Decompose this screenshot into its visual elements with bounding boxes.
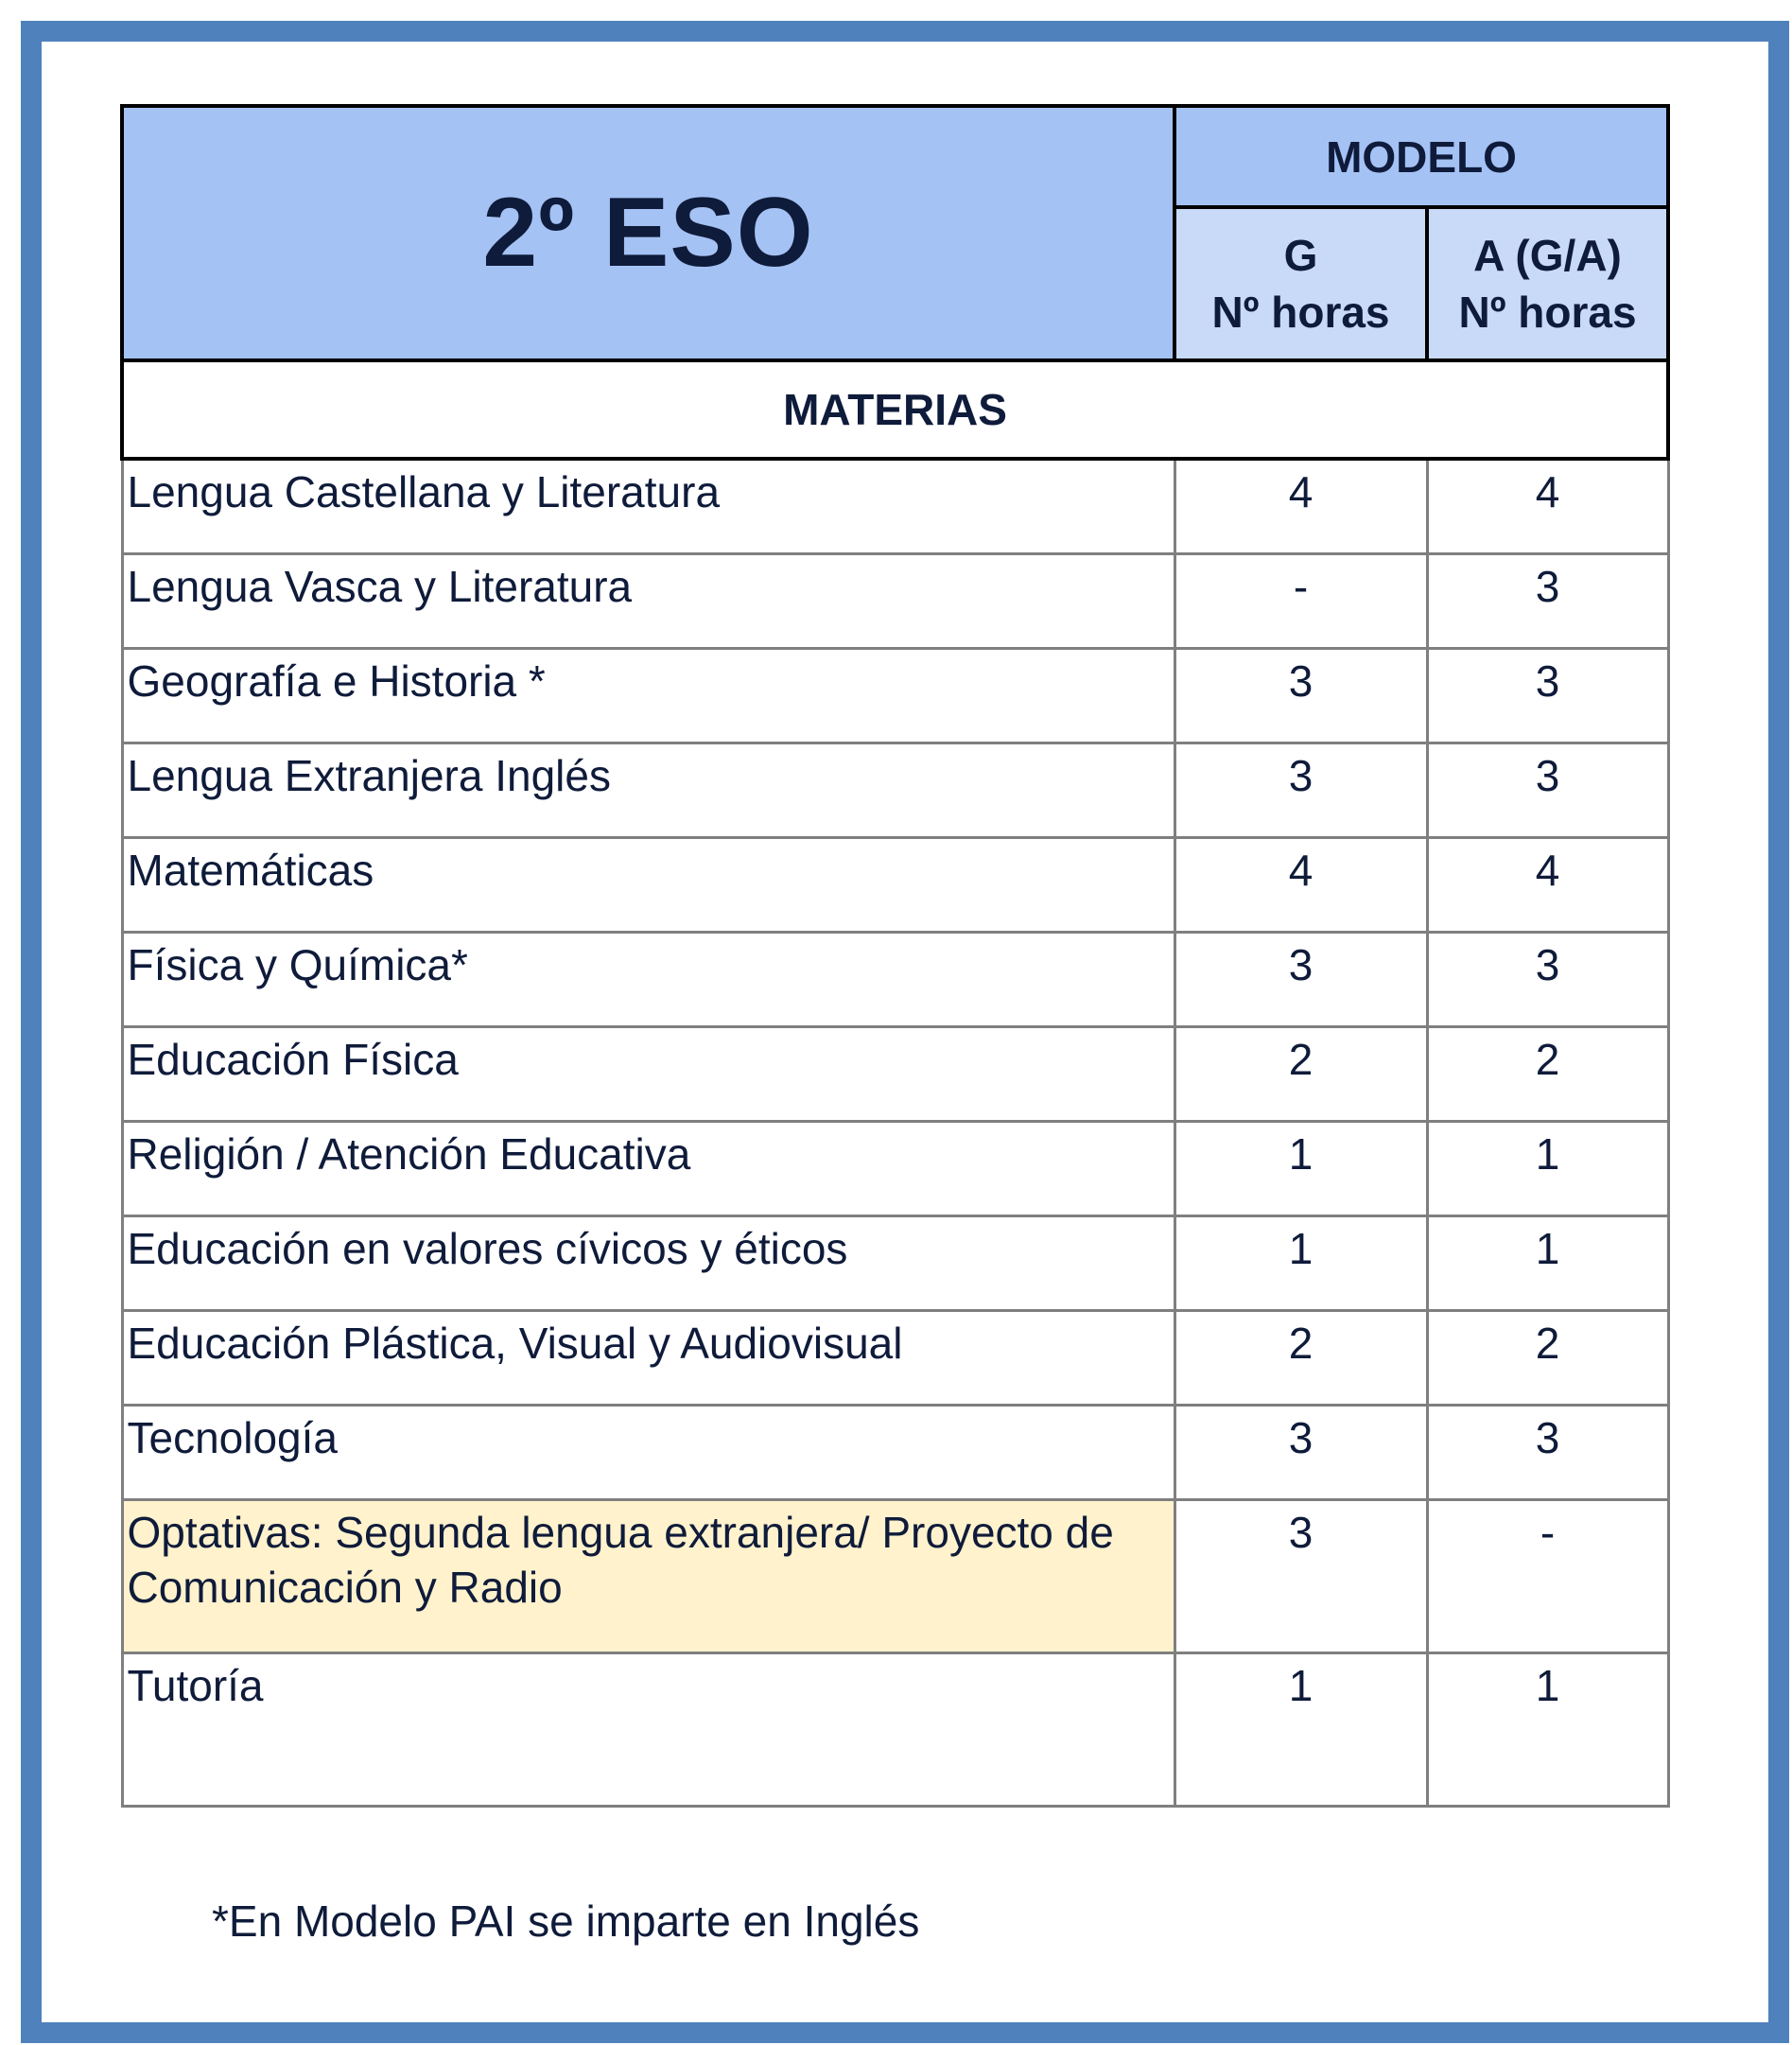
hours-model-g: 3 bbox=[1174, 1500, 1427, 1653]
subject-name: Lengua Castellana y Literatura bbox=[122, 459, 1174, 554]
hours-model-a: 3 bbox=[1427, 554, 1668, 649]
subject-name: Lengua Vasca y Literatura bbox=[122, 554, 1174, 649]
column-header-g-unit: Nº horas bbox=[1211, 288, 1390, 337]
table-row bbox=[122, 459, 1668, 554]
hours-model-g: 3 bbox=[1174, 743, 1427, 838]
schedule-table bbox=[120, 104, 1670, 1808]
hours-model-g: 3 bbox=[1174, 933, 1427, 1027]
subject-name: Educación Física bbox=[122, 1027, 1174, 1122]
course-title: 2º ESO bbox=[122, 106, 1174, 360]
hours-model-g: 1 bbox=[1174, 1122, 1427, 1216]
subject-name: Educación Plástica, Visual y Audiovisual bbox=[122, 1311, 1174, 1406]
table-row bbox=[122, 554, 1668, 649]
subject-name: Geografía e Historia * bbox=[122, 649, 1174, 743]
hours-model-a: - bbox=[1427, 1500, 1668, 1653]
hours-model-g: 3 bbox=[1174, 649, 1427, 743]
hours-model-a: 3 bbox=[1427, 1406, 1668, 1500]
table-row bbox=[122, 933, 1668, 1027]
subject-name: Educación en valores cívicos y éticos bbox=[122, 1216, 1174, 1311]
subject-name: Tecnología bbox=[122, 1406, 1174, 1500]
column-header-g-name: G bbox=[1283, 231, 1318, 280]
table-row bbox=[122, 1406, 1668, 1500]
table-row bbox=[122, 743, 1668, 838]
table-row bbox=[122, 1122, 1668, 1216]
hours-model-a: 4 bbox=[1427, 838, 1668, 933]
table-row bbox=[122, 1311, 1668, 1406]
materias-section-label: MATERIAS bbox=[122, 360, 1668, 459]
column-header-a-unit: Nº horas bbox=[1458, 288, 1637, 337]
hours-model-g: 2 bbox=[1174, 1311, 1427, 1406]
hours-model-g: 4 bbox=[1174, 459, 1427, 554]
hours-model-g: 1 bbox=[1174, 1216, 1427, 1311]
hours-model-g: 2 bbox=[1174, 1027, 1427, 1122]
subject-name: Física y Química* bbox=[122, 933, 1174, 1027]
hours-model-g: 1 bbox=[1174, 1653, 1427, 1807]
footnote: *En Modelo PAI se imparte en Inglés bbox=[212, 1896, 920, 1946]
column-header-g bbox=[1174, 207, 1427, 360]
table-row bbox=[122, 1216, 1668, 1311]
hours-model-g: 4 bbox=[1174, 838, 1427, 933]
hours-model-a: 3 bbox=[1427, 743, 1668, 838]
hours-model-g: - bbox=[1174, 554, 1427, 649]
hours-model-a: 4 bbox=[1427, 459, 1668, 554]
subject-name: Optativas: Segunda lengua extranjera/ Proyecto de Comunicación y Radio bbox=[122, 1500, 1174, 1653]
hours-model-a: 2 bbox=[1427, 1027, 1668, 1122]
modelo-header: MODELO bbox=[1174, 106, 1668, 207]
table-row bbox=[122, 838, 1668, 933]
column-header-a-name: A (G/A) bbox=[1473, 231, 1622, 280]
hours-model-a: 3 bbox=[1427, 649, 1668, 743]
hours-model-a: 1 bbox=[1427, 1653, 1668, 1807]
subject-name: Matemáticas bbox=[122, 838, 1174, 933]
subject-rows bbox=[122, 459, 1668, 1807]
subject-name: Religión / Atención Educativa bbox=[122, 1122, 1174, 1216]
hours-model-a: 1 bbox=[1427, 1122, 1668, 1216]
table-row bbox=[122, 1500, 1668, 1653]
table-row bbox=[122, 649, 1668, 743]
subject-name: Tutoría bbox=[122, 1653, 1174, 1807]
hours-model-a: 1 bbox=[1427, 1216, 1668, 1311]
table-row bbox=[122, 1653, 1668, 1807]
column-header-a bbox=[1427, 207, 1668, 360]
hours-model-a: 2 bbox=[1427, 1311, 1668, 1406]
hours-model-g: 3 bbox=[1174, 1406, 1427, 1500]
subject-name: Lengua Extranjera Inglés bbox=[122, 743, 1174, 838]
table-row bbox=[122, 1027, 1668, 1122]
hours-model-a: 3 bbox=[1427, 933, 1668, 1027]
